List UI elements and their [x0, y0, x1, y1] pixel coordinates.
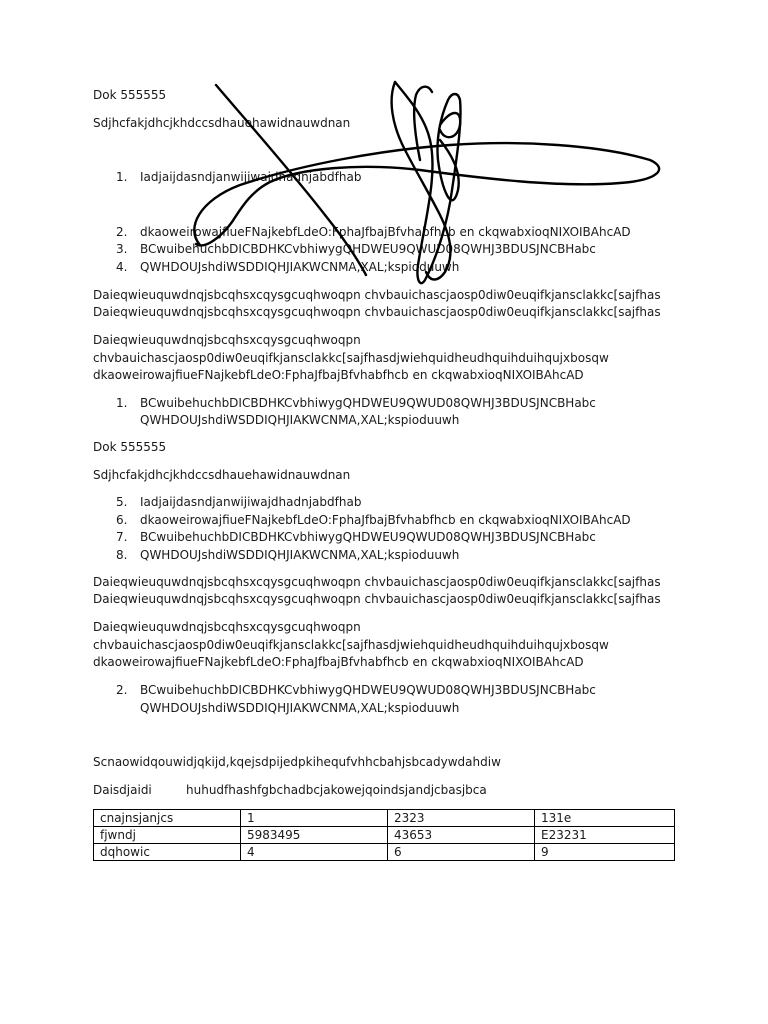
table-cell: fjwndj — [94, 827, 241, 844]
list-number: 4. — [116, 260, 128, 274]
list-number: 2. — [116, 225, 128, 239]
paragraph-line: chvbauichascjaosp0diw0euqifkjansclakkc[sajfhasdjwiehquidheudhquihduihqujxbosqw — [93, 351, 609, 365]
table-cell: 9 — [535, 844, 675, 861]
list-item: BCwuibehuchbDICBDHKCvbhiwygQHDWEU9QWUD08QWHJ3BDUSJNCBHabc — [140, 530, 596, 544]
label-text: Daisdjaidi — [93, 783, 152, 797]
paragraph-line: dkaoweirowajfiueFNajkebfLdeO:FphaJfbajBfvhabfhcb en ckqwabxioqNIXOIBAhcAD — [93, 655, 584, 669]
list-number: 8. — [116, 548, 128, 562]
list-number: 2. — [116, 683, 128, 697]
list-number: 7. — [116, 530, 128, 544]
data-table — [93, 809, 675, 861]
paragraph-line: Daieqwieuquwdnqjsbcqhsxcqysgcuqhwoqpn — [93, 620, 361, 634]
list-item: BCwuibehuchbDICBDHKCvbhiwygQHDWEU9QWUD08QWHJ3BDUSJNCBHabc — [140, 242, 596, 256]
table-row — [94, 810, 675, 827]
list-item-line: QWHDOUJshdiWSDDIQHJIAKWCNMA,XAL;kspioduuwh — [140, 413, 460, 427]
subheading-2: Sdjhcfakjdhcjkhdccsdhauehawidnauwdnan — [93, 468, 351, 482]
list-item: QWHDOUJshdiWSDDIQHJIAKWCNMA,XAL;kspioduuwh — [140, 548, 460, 562]
table-cell: 2323 — [388, 810, 535, 827]
table-row — [94, 827, 675, 844]
table-cell: 6 — [388, 844, 535, 861]
table-cell: 5983495 — [241, 827, 388, 844]
list-item-line: BCwuibehuchbDICBDHKCvbhiwygQHDWEU9QWUD08QWHJ3BDUSJNCBHabc — [140, 396, 596, 410]
list-number: 1. — [116, 396, 128, 410]
list-item: QWHDOUJshdiWSDDIQHJIAKWCNMA,XAL;kspioduuwh — [140, 260, 460, 274]
list-number: 5. — [116, 495, 128, 509]
list-item: Iadjaijdasndjanwijiwajdhadnjabdfhab — [140, 495, 362, 509]
table-cell: cnajnsjanjcs — [94, 810, 241, 827]
table-row — [94, 844, 675, 861]
paragraph-line: dkaoweirowajfiueFNajkebfLdeO:FphaJfbajBfvhabfhcb en ckqwabxioqNIXOIBAhcAD — [93, 368, 584, 382]
heading-2: Dok 555555 — [93, 440, 167, 454]
paragraph-line: Daieqwieuquwdnqjsbcqhsxcqysgcuqhwoqpn — [93, 333, 361, 347]
label-value: huhudfhashfgbchadbcjakowejqoindsjandjcbasjbca — [186, 783, 487, 797]
list-number: 1. — [116, 170, 128, 184]
paragraph-line: Daieqwieuquwdnqjsbcqhsxcqysgcuqhwoqpn chvbauichascjaosp0diw0euqifkjansclakkc[sajfhas — [93, 288, 661, 302]
paragraph-line: Daieqwieuquwdnqjsbcqhsxcqysgcuqhwoqpn chvbauichascjaosp0diw0euqifkjansclakkc[sajfhas — [93, 592, 661, 606]
paragraph-line: chvbauichascjaosp0diw0euqifkjansclakkc[sajfhasdjwiehquidheudhquihduihqujxbosqw — [93, 638, 609, 652]
list-item: Iadjaijdasndjanwijiwajdhadnjabdfhab — [140, 170, 362, 184]
paragraph-line: Daieqwieuquwdnqjsbcqhsxcqysgcuqhwoqpn chvbauichascjaosp0diw0euqifkjansclakkc[sajfhas — [93, 575, 661, 589]
heading-1: Dok 555555 — [93, 88, 167, 102]
list-number: 3. — [116, 242, 128, 256]
list-item: dkaoweirowajfiueFNajkebfLdeO:FphaJfbajBfvhabfhcb en ckqwabxioqNIXOIBAhcAD — [140, 513, 631, 527]
paragraph-line: Daieqwieuquwdnqjsbcqhsxcqysgcuqhwoqpn chvbauichascjaosp0diw0euqifkjansclakkc[sajfhas — [93, 305, 661, 319]
table-cell: E23231 — [535, 827, 675, 844]
table-cell: dqhowic — [94, 844, 241, 861]
table-cell: 1 — [241, 810, 388, 827]
table-cell: 4 — [241, 844, 388, 861]
list-item: dkaoweirowajfiueFNajkebfLdeO:FphaJfbajBfvhabfhcb en ckqwabxioqNIXOIBAhcAD — [140, 225, 631, 239]
list-item-line: BCwuibehuchbDICBDHKCvbhiwygQHDWEU9QWUD08QWHJ3BDUSJNCBHabc — [140, 683, 596, 697]
footer-line: Scnaowidqouwidjqkijd,kqejsdpijedpkihequfvhhcbahjsbcadywdahdiw — [93, 755, 501, 769]
list-number: 6. — [116, 513, 128, 527]
table-cell: 131e — [535, 810, 675, 827]
list-item-line: QWHDOUJshdiWSDDIQHJIAKWCNMA,XAL;kspioduuwh — [140, 701, 460, 715]
table-cell: 43653 — [388, 827, 535, 844]
subheading-1: Sdjhcfakjdhcjkhdccsdhauehawidnauwdnan — [93, 116, 351, 130]
